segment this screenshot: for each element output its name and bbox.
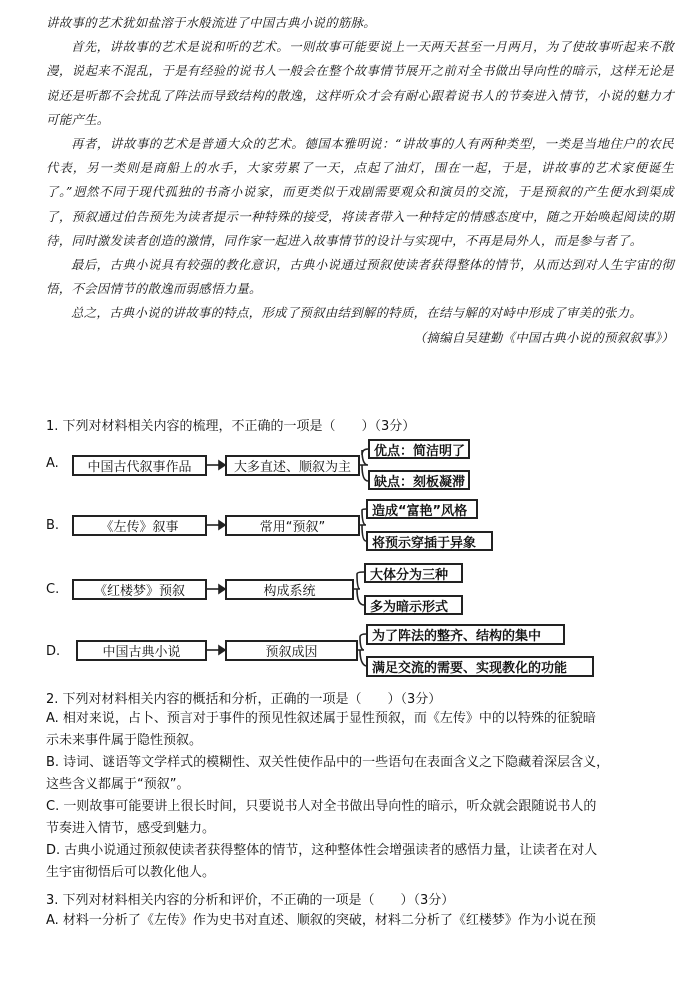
passage-paragraph: 再者，讲故事的艺术是普通大众的艺术。德国本雅明说：“讲故事的人有两种类型，一类是当地住户的农民代表，另一类则是商船上的水手，大家劳累了一天，点起了油灯，围在一起，于是，讲故事的艺术家便诞生了。”迥然不同于现代孤独的书斋小说家，而更类似于戏剧需要观众和演员的交流，于是预叙的产生便水到渠成了，预叙通过伯告预先为读者提示一种特殊的接受，将读者带入一种特定的情感态度中，随之开始唤起阅读的期待，同时激发读者创造的激情，同作家一起进入故事情节的设计与实现中，不再是局外人，而是参与者了。 bbox=[46, 136, 674, 248]
option-b-top-box: 造成“富艳”风格 bbox=[366, 499, 478, 519]
option-label: B. bbox=[46, 518, 60, 533]
option-b-mid-box: 常用“预叙” bbox=[225, 515, 360, 536]
option-label: A. bbox=[46, 456, 59, 471]
q3-option-a bbox=[46, 910, 676, 932]
passage-paragraph: 首先，讲故事的艺术是说和听的艺术。一则故事可能要说上一天两天甚至一月两月，为了使故事听起来不散漫，说起来不混乱，于是有经验的说书人一般会在整个故事情节展开之前对全书做出导向性的暗示，这样无论是说还是听都不会扰乱了阵法而导致结构的散逸，这样听众才会有耐心跟着说书人的节奏进入情节，小说的魅力才可能产生。 bbox=[46, 39, 674, 127]
option-a-mid-box: 大多直述、顺叙为主 bbox=[225, 455, 360, 476]
option-a-bottom-box: 缺点：刻板凝滞 bbox=[368, 470, 470, 490]
q2-option-d bbox=[46, 840, 676, 884]
option-d-mid-box: 预叙成因 bbox=[225, 640, 358, 661]
question-1-stem: 1. 下列对材料相关内容的梳理，不正确的一项是（ ）（3分） bbox=[46, 419, 416, 434]
option-line: B. 诗词、谜语等文学样式的模糊性、双关性使作品中的一些语句在表面含义之下隐藏着深层含义， bbox=[46, 755, 610, 770]
option-label: D. bbox=[46, 644, 61, 659]
option-line: 生宇宙彻悟后可以教化他人。 bbox=[46, 865, 216, 880]
q2-option-b bbox=[46, 752, 676, 796]
option-line: 节奏进入情节，感受到魅力。 bbox=[46, 821, 216, 836]
option-b-left-box: 《左传》叙事 bbox=[72, 515, 207, 536]
option-d-top-box: 为了阵法的整齐、结构的集中 bbox=[366, 624, 565, 645]
question-2-stem: 2. 下列对材料相关内容的概括和分析，正确的一项是（ ）（3分） bbox=[46, 692, 442, 707]
option-d-bottom-box: 满足交流的需要、实现教化的功能 bbox=[366, 656, 594, 677]
option-line: 这些含义都属于“预叙”。 bbox=[46, 777, 190, 792]
option-line: D. 古典小说通过预叙使读者获得整体的情节，这种整体性会增强读者的感悟力量，让读者在对人 bbox=[46, 843, 598, 858]
option-line: A. 材料一分析了《左传》作为史书对直述、顺叙的突破，材料二分析了《红楼梦》作为小说在预 bbox=[46, 913, 596, 928]
option-c-top-box: 大体分为三种 bbox=[364, 563, 463, 583]
option-a-top-box: 优点：简洁明了 bbox=[368, 439, 470, 459]
option-line: 示未来事件属于隐性预叙。 bbox=[46, 733, 203, 748]
passage-source: （摘编自吴建勤《中国古典小说的预叙叙事》） bbox=[413, 329, 674, 345]
passage-paragraph: 讲故事的艺术犹如盐溶于水般流进了中国古典小说的筋脉。 bbox=[46, 15, 376, 30]
q2-option-a bbox=[46, 708, 676, 752]
option-line: C. 一则故事可能要讲上很长时间，只要说书人对全书做出导向性的暗示，听众就会跟随说书人的 bbox=[46, 799, 597, 814]
option-a-left-box: 中国古代叙事作品 bbox=[72, 455, 207, 476]
option-d-left-box: 中国古典小说 bbox=[76, 640, 207, 661]
question-3-stem: 3. 下列对材料相关内容的分析和评价，不正确的一项是（ ）（3分） bbox=[46, 893, 455, 908]
option-c-mid-box: 构成系统 bbox=[225, 579, 354, 600]
option-line: A. 相对来说，占卜、预言对于事件的预见性叙述属于显性预叙，而《左传》中的以特殊的征貌暗 bbox=[46, 711, 596, 726]
option-c-left-box: 《红楼梦》预叙 bbox=[72, 579, 207, 600]
q2-option-c bbox=[46, 796, 676, 840]
passage-paragraph: 总之，古典小说的讲故事的特点，形成了预叙由结到解的特质，在结与解的对峙中形成了审美的张力。 bbox=[71, 305, 643, 321]
option-label: C. bbox=[46, 582, 60, 597]
option-c-bottom-box: 多为暗示形式 bbox=[364, 595, 463, 615]
passage-paragraph: 最后，古典小说具有较强的教化意识，古典小说通过预叙使读者获得整体的情节，从而达到对人生宇宙的彻悟，不会因情节的散逸而弱感悟力量。 bbox=[46, 257, 674, 297]
option-b-bottom-box: 将预示穿插于异象 bbox=[366, 531, 493, 551]
